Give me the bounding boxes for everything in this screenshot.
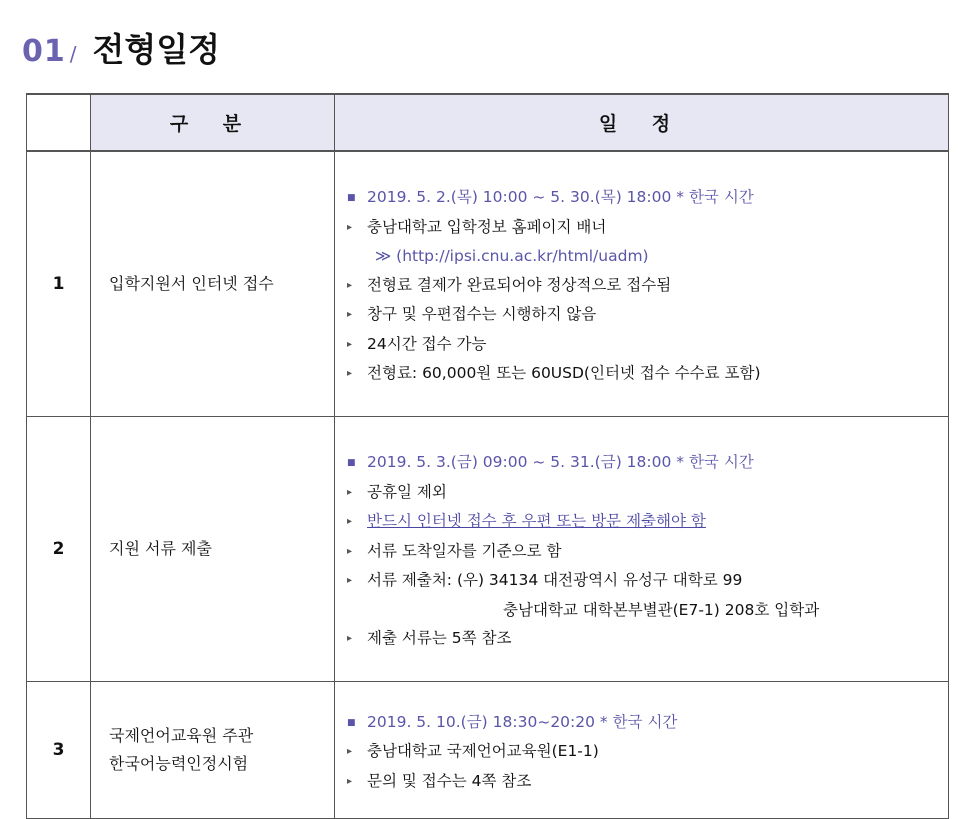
row-number: 1 xyxy=(27,151,91,417)
schedule-item: ▸ 공휴일 제외 xyxy=(347,478,948,508)
schedule-url: ≫ (http://ipsi.cnu.ac.kr/html/uadm) xyxy=(375,247,649,266)
row-schedule xyxy=(335,682,949,819)
row-schedule xyxy=(335,417,949,682)
row-category: 입학지원서 인터넷 접수 xyxy=(91,151,335,417)
schedule-item: ▸ 제출 서류는 5쪽 참조 xyxy=(347,624,948,654)
schedule-item: ▸ 창구 및 우편접수는 시행하지 않음 xyxy=(347,300,948,330)
schedule-item-emphasis: ▸ 반드시 인터넷 접수 후 우편 또는 방문 제출해야 함 xyxy=(347,507,948,537)
table-header-row xyxy=(27,94,949,151)
header-schedule: 일 정 xyxy=(335,94,949,151)
row-schedule xyxy=(335,151,949,417)
triangle-bullet-icon: ▸ xyxy=(347,221,353,233)
schedule-item: ▸ 전형료 결제가 완료되어야 정상적으로 접수됨 xyxy=(347,271,948,301)
square-bullet-icon: ■ xyxy=(347,193,356,204)
table-row xyxy=(27,682,949,819)
row-number: 2 xyxy=(27,417,91,682)
triangle-bullet-icon: ▸ xyxy=(347,486,353,498)
triangle-bullet-icon: ▸ xyxy=(347,368,353,380)
schedule-table xyxy=(26,93,949,819)
table-row xyxy=(27,417,949,682)
section-number: 01 xyxy=(22,34,66,69)
schedule-item: ▸ 24시간 접수 가능 xyxy=(347,330,948,360)
schedule-item: ▸ 문의 및 접수는 4쪽 참조 xyxy=(347,767,948,797)
schedule-item-continuation: 충남대학교 대학본부별관(E7-1) 208호 입학과 xyxy=(503,600,820,619)
triangle-bullet-icon: ▸ xyxy=(347,338,353,350)
schedule-item: ▸ 전형료: 60,000원 또는 60USD(인터넷 접수 수수료 포함) xyxy=(347,359,948,389)
table-row xyxy=(27,151,949,417)
header-category: 구 분 xyxy=(91,94,335,151)
section-slash: / xyxy=(69,42,77,66)
schedule-date: ■ 2019. 5. 2.(목) 10:00 ~ 5. 30.(목) 18:00 * 한국 시간 xyxy=(347,183,948,213)
triangle-bullet-icon: ▸ xyxy=(347,545,353,557)
row-category-line: 국제언어교육원 주관 xyxy=(109,726,254,745)
schedule-item: ▸ 충남대학교 입학정보 홈페이지 배너 xyxy=(347,213,948,243)
square-bullet-icon: ■ xyxy=(347,458,356,469)
row-number: 3 xyxy=(27,682,91,819)
square-bullet-icon: ■ xyxy=(347,717,356,728)
triangle-bullet-icon: ▸ xyxy=(347,516,353,528)
section-title: 전형일정 xyxy=(92,30,221,69)
schedule-date: ■ 2019. 5. 3.(금) 09:00 ~ 5. 31.(금) 18:00 * 한국 시간 xyxy=(347,448,948,478)
header-blank-cell xyxy=(27,94,91,151)
row-category: 지원 서류 제출 xyxy=(91,417,335,682)
triangle-bullet-icon: ▸ xyxy=(347,279,353,291)
schedule-item: ▸ 서류 제출처: (우) 34134 대전광역시 유성구 대학로 99 xyxy=(347,566,948,596)
triangle-bullet-icon: ▸ xyxy=(347,575,353,587)
triangle-bullet-icon: ▸ xyxy=(347,775,353,787)
section-heading xyxy=(22,24,220,74)
schedule-item: ▸ 서류 도착일자를 기준으로 함 xyxy=(347,537,948,567)
schedule-item: ▸ 충남대학교 국제언어교육원(E1-1) xyxy=(347,737,948,767)
triangle-bullet-icon: ▸ xyxy=(347,309,353,321)
triangle-bullet-icon: ▸ xyxy=(347,633,353,645)
row-category-line: 한국어능력인정시험 xyxy=(109,754,249,773)
row-category xyxy=(91,682,335,819)
schedule-date: ■ 2019. 5. 10.(금) 18:30~20:20 * 한국 시간 xyxy=(347,708,948,738)
triangle-bullet-icon: ▸ xyxy=(347,746,353,758)
